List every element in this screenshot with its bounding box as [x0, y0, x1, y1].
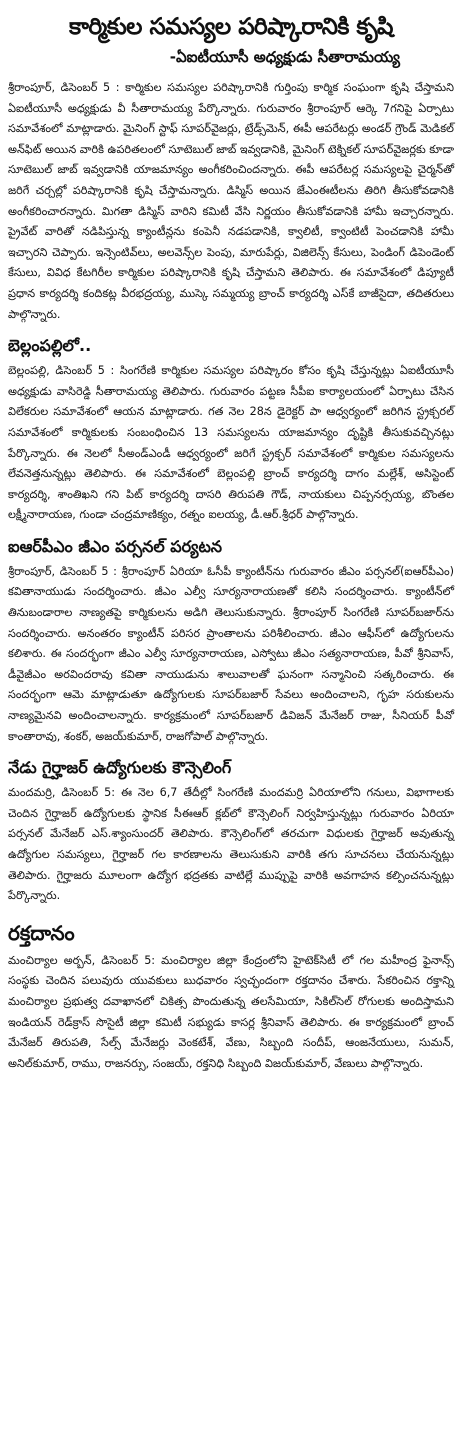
- article-section: [8, 78, 454, 325]
- section-heading: బెల్లంపల్లిలో..: [8, 336, 92, 356]
- section-heading: ఐఆర్‌పీఎం జీఎం పర్సనల్ పర్యటన: [8, 536, 223, 556]
- article-section: [8, 757, 454, 907]
- section-heading: రక్తదానం: [8, 920, 75, 945]
- article-body: మంచిర్యాల అర్బన్, డిసెంబర్ 5: మంచిర్యాల జిల్లా కేంద్రంలోని హైటెక్‌సిటీ లో గల మహీంద్ర ఫైనాన్స్ సంస్థకు చెందిన పలువురు యువకులు బుధవారం స్వచ్ఛందంగా రక్తదానం చేశారు. సేకరించిన రక్తాన్ని మంచిర్యాల ప్రభుత్వ దవాఖానలో చికిత్స పొందుతున్న తలసేమియా, సికిల్‌సెల్ రోగులకు అందిస్తామని ఇండియన్ రెడ్‌క్రాస్ సొసైటీ జిల్లా కమిటీ సభ్యుడు కాసర్ల శ్రీనివాస్ తెలిపారు. ఈ కార్యక్రమంలో బ్రాంచ్ మేనేజర్ తిరుపతి, సేల్స్ మేనేజర్లు వెంకటేశ్, వేణు, సిబ్బంది సందీప్, ఆంజనేయులు, సుమన్, అనిల్‌కుమార్, రాము, రాజనర్సు, సంజయ్, రక్తనిధి సిబ్బంది విజయ్‌కుమార్, వేణులు పాల్గొన్నారు.: [8, 953, 454, 1070]
- article-section: [8, 919, 454, 1075]
- section-heading: నేడు గైర్హాజర్ ఉద్యోగులకు కౌన్సెలింగ్: [8, 758, 232, 778]
- article-section: [8, 335, 454, 526]
- article-body: బెల్లంపల్లి, డిసెంబర్ 5 : సింగరేణి కార్మికుల సమస్యల పరిష్కారం కోసం కృషి చేస్తున్నట్లు ఏఐటీయూసీ అధ్యక్షుడు వాసిరెడ్డి సీతారామయ్య తెలిపారు. గురువారం పట్టణ సీపీఐ కార్యాలయంలో ఏర్పాటు చేసిన విలేకరుల సమావేశంలో ఆయన మాట్లాడారు. గత నెల 28న డైరెక్టర్ పా ఆధ్వర్యంలో జరిగిన స్ట్రక్చరల్ సమావేశంలో కార్మికులకు సంబంధించిన 13 సమస్యలను యాజమాన్యం దృష్టికి తీసుకువచ్చినట్లు పేర్కొన్నారు. ఈ నెలలో సీఅండ్ఎండీ ఆధ్వర్యంలో జరిగే స్ట్రక్చర్ సమావేశంలో కార్మికుల సమస్యలను లేవనెత్తనున్నట్లు తెలిపారు. ఈ సమావేశంలో బెల్లంపల్లి బ్రాంచ్ కార్యదర్శి దాగం మల్లేశ్, అసిస్టెంట్ కార్యదర్శి, శాంతిఖని గని పిట్ కార్యదర్శి దాసరి తిరుపతి గౌడ్, నాయకులు చిప్పనర్సయ్య, బొంతల లక్ష్మీనారాయణ, గుండా చంద్రమాణిక్యం, రత్నం ఐలయ్య, డీ.ఆర్.శ్రీధర్ పాల్గొన్నారు.: [8, 364, 454, 522]
- page-title: కార్మికుల సమస్యల పరిష్కారానికి కృషి: [69, 14, 393, 40]
- article-section: [8, 536, 454, 747]
- article-body: శ్రీరాంపూర్, డిసెంబర్ 5 : శ్రీరాంపూర్ ఏరియా ఓసీపీ క్యాంటీన్‌ను గురువారం జీఎం పర్సనల్(ఐఆర్‌పీఎం) కవితానాయుడు సందర్శించారు. జీఎం ఎల్వీ సూర్యనారాయణతో కలిసి సందర్శించారు. క్యాంటీన్‌లో తినుబండారాల నాణ్యతపై కార్మికులను అడిగి తెలుసుకున్నారు. శ్రీరాంపూర్ సింగరేణి సూపర్‌బజార్‌ను సందర్శించారు. అనంతరం క్యాంటీన్ పరిసర ప్రాంతాలను పరిశీలించారు. జీఎం ఆఫీస్‌లో ఉద్యోగులను కలిశారు. ఈ సందర్భంగా జీఎం ఎల్వీ సూర్యనారాయణ, ఎస్వోటు జీఎం సత్యనారాయణ, పీవో శ్రీనివాస్, డీవైజీఎం అరవిందరావు కవితా నాయుడును శాలువాలతో ఘనంగా సన్మానించి సత్కరించారు. ఈ సందర్భంగా ఆమె మాట్లాడుతూ ఉద్యోగులకు సూపర్‌బజార్ సేవలు అందించాలని, గృహ సరుకులను నాణ్యమైనవి అందించాలన్నారు. కార్యక్రమంలో సూపర్‌బజార్ డివిజన్ మేనేజర్ రాజు, సీనియర్ పీవో కాంతారావు, శంకర్, అజయ్‌కుమార్, రాజగోపాల్ పాల్గొన్నారు.: [8, 564, 454, 743]
- article-body: శ్రీరాంపూర్, డిసెంబర్ 5 : కార్మికుల సమస్యల పరిష్కారానికి గుర్తింపు కార్మిక సంఘంగా కృషి చేస్తామని ఏఐటీయూసీ అధ్యక్షుడు వీ సీతారామయ్య పేర్కొన్నారు. గురువారం శ్రీరాంపూర్ ఆర్కె 7గనిపై ఏర్పాటు సమావేశంలో మాట్లాడారు. మైనింగ్ స్టాఫ్ సూపర్‌వైజర్లు, ట్రేడ్స్‌మెన్, ఈపీ ఆపరేటర్లు అండర్ గ్రౌండ్ మెడికల్ అన్‌ఫిట్ అయిన వారికి ఉపరితలంలో సూటెబుల్ జాబ్ ఇవ్వడానికి, మైనింగ్ టెక్నికల్ సూపర్‌వైజర్లకు కూడా సూటెబుల్ జాబ్ ఇవ్వడానికి యాజమాన్యం అంగీకరించిందన్నారు. ఈపీ ఆపరేటర్ల సమస్యలపై చైర్మన్‌తో జరిగే చర్చల్లో పరిష్కారానికి కృషి చేస్తామన్నారు. డిస్మిస్ అయిన జేఎంఈటీలను తిరిగి తీసుకోవడానికి అంగీకరించారన్నారు. మిగతా డిస్మిస్ వారిని కమిటీ వేసి నిర్ణయం తీసుకోవడానికి హామీ ఇచ్చారన్నారు. ప్రైవేట్ వారితో నడిపిస్తున్న క్యాంటీన్లను కంపెనీ నడపడానికి, క్వాలిటీ, క్వాంటిటీ పెంచడానికి హామీ ఇచ్చారని చెప్పారు. ఇన్సెంటివ్‌లు, అలవెన్స్‌ల పెంపు, మారుపేర్లు, విజిలెన్స్ కేసులు, పెండింగ్ డిపెండెంట్ కేసులు, వివిధ కేటగిరీల కార్మికుల పరిష్కారానికి కృషి చేస్తామని తెలిపారు. ఈ సమావేశంలో డిప్యూటీ ప్రధాన కార్యదర్శి కందికట్ల వీరభద్రయ్య, ముస్కె సమ్మయ్య బ్రాంచ్ కార్యదర్శి ఎస్‌కే బాజీసైదా, తదితరులు పాల్గొన్నారు.: [8, 81, 454, 321]
- byline: -ఏఐటీయూసీ అధ్యక్షుడు సీతారామయ్య: [169, 48, 400, 66]
- article-body: మందమర్రి, డిసెంబర్ 5: ఈ నెల 6,7 తేదీల్లో సింగరేణి మందమర్రి ఏరియాలోని గనులు, విభాగాలకు చెందిన గైర్హాజర్ ఉద్యోగులకు స్థానిక సీఈఆర్ క్లబ్‌లో కౌన్సెలింగ్ నిర్వహిస్తున్నట్లు గురువారం ఏరియా పర్సనల్ మేనేజర్ ఎస్.శ్యాంసుందర్ తెలిపారు. కౌన్సెలింగ్‌లో తరచుగా విధులకు గైర్హాజర్ అవుతున్న ఉద్యోగుల సమస్యలు, గైర్హాజర్ గల కారణాలను తెలుసుకుని వారికి తగు సూచనలు చేయనున్నట్లు తెలిపారు. గైర్హాజరు మూలంగా ఉద్యోగ భద్రతకు వాటిల్లే ముప్పుపై వారికి అవగాహన కల్పించనున్నట్లు పేర్కొన్నారు.: [8, 786, 454, 903]
